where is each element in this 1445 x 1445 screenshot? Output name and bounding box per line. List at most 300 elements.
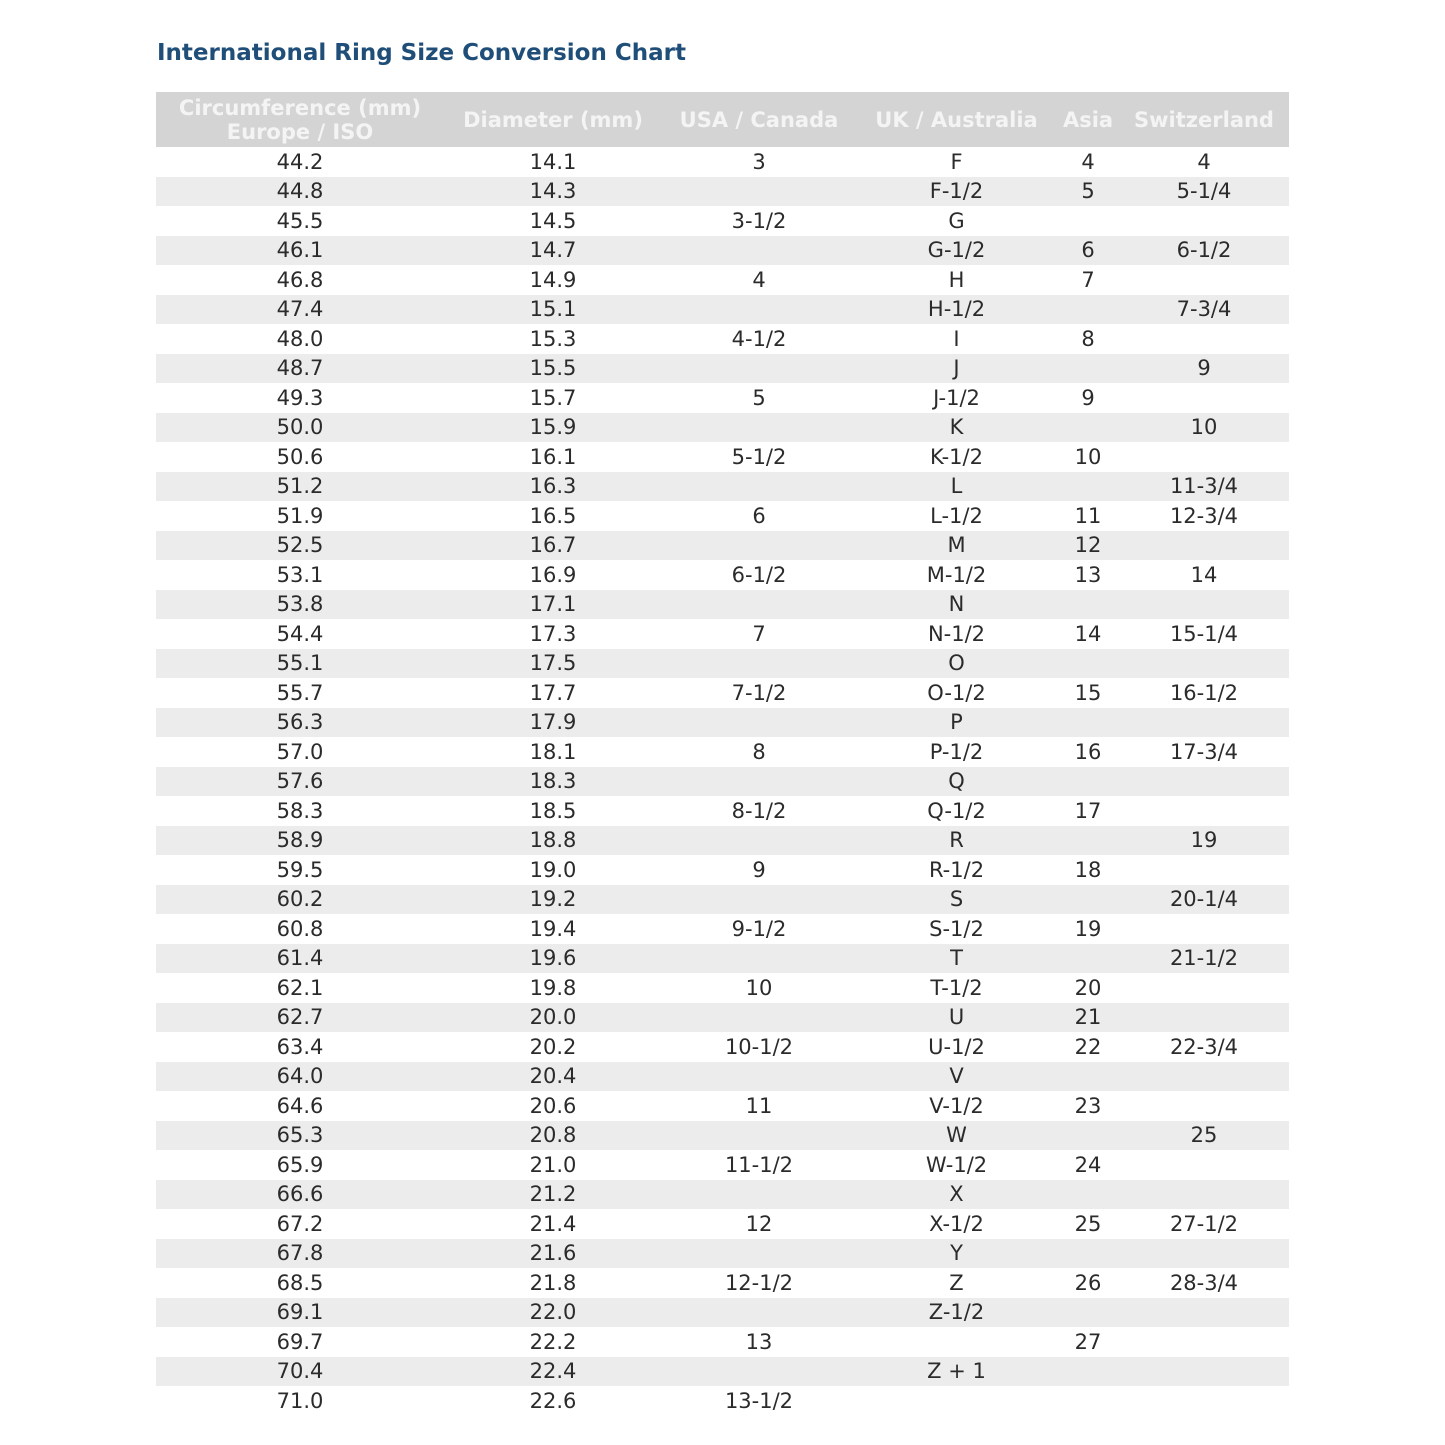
cell-switzerland xyxy=(1119,767,1289,797)
cell-switzerland: 17-3/4 xyxy=(1169,739,1239,764)
cell-switzerland xyxy=(1119,590,1289,620)
cell-switzerland xyxy=(1119,531,1289,561)
cell-diameter: 17.9 xyxy=(529,710,577,735)
cell-switzerland xyxy=(1119,1386,1289,1416)
cell-circumference: 62.7 xyxy=(276,1005,324,1030)
cell-diameter: 20.2 xyxy=(529,1034,577,1059)
cell-diameter: 16.5 xyxy=(529,503,577,528)
cell-uk: W xyxy=(946,1123,967,1148)
cell-circumference: 50.6 xyxy=(276,444,324,469)
table-row xyxy=(156,1386,1289,1416)
table-row xyxy=(156,531,1289,561)
table-row xyxy=(156,472,1289,502)
cell-uk: R-1/2 xyxy=(928,857,985,882)
cell-asia: 27 xyxy=(1074,1329,1102,1354)
cell-switzerland xyxy=(1119,1180,1289,1210)
cell-usa xyxy=(662,1003,856,1033)
cell-asia: 5 xyxy=(1081,179,1095,204)
cell-switzerland xyxy=(1119,1091,1289,1121)
cell-uk: M xyxy=(947,533,966,558)
cell-asia: 4 xyxy=(1081,149,1095,174)
cell-uk xyxy=(856,1386,1057,1416)
cell-usa xyxy=(662,177,856,207)
cell-asia: 7 xyxy=(1081,267,1095,292)
cell-asia: 9 xyxy=(1081,385,1095,410)
cell-uk: X xyxy=(949,1182,964,1207)
cell-usa xyxy=(662,767,856,797)
cell-diameter: 17.7 xyxy=(529,680,577,705)
cell-diameter: 17.5 xyxy=(529,651,577,676)
cell-circumference: 57.0 xyxy=(276,739,324,764)
cell-diameter: 18.8 xyxy=(529,828,577,853)
cell-uk: O xyxy=(948,651,965,676)
cell-usa: 3 xyxy=(752,149,766,174)
cell-uk: P-1/2 xyxy=(929,739,984,764)
cell-asia xyxy=(1057,1357,1119,1387)
cell-asia xyxy=(1057,206,1119,236)
cell-diameter: 22.4 xyxy=(529,1359,577,1384)
cell-circumference: 53.8 xyxy=(276,592,324,617)
cell-uk: S-1/2 xyxy=(929,916,984,941)
cell-usa: 5 xyxy=(752,385,766,410)
cell-circumference: 47.4 xyxy=(276,297,324,322)
cell-circumference: 60.2 xyxy=(276,887,324,912)
table-row xyxy=(156,206,1289,236)
cell-asia xyxy=(1057,590,1119,620)
cell-switzerland: 25 xyxy=(1190,1123,1218,1148)
cell-circumference: 44.2 xyxy=(276,149,324,174)
cell-usa xyxy=(662,236,856,266)
cell-switzerland: 16-1/2 xyxy=(1169,680,1239,705)
table-row xyxy=(156,1150,1289,1180)
cell-asia xyxy=(1057,413,1119,443)
cell-switzerland xyxy=(1119,1003,1289,1033)
cell-uk xyxy=(856,1327,1057,1357)
cell-usa: 9 xyxy=(752,857,766,882)
cell-usa xyxy=(662,590,856,620)
cell-diameter: 17.1 xyxy=(529,592,577,617)
cell-circumference: 55.1 xyxy=(276,651,324,676)
cell-usa: 3-1/2 xyxy=(731,208,787,233)
cell-diameter: 18.1 xyxy=(529,739,577,764)
cell-circumference: 68.5 xyxy=(276,1270,324,1295)
cell-circumference: 67.2 xyxy=(276,1211,324,1236)
cell-asia: 14 xyxy=(1074,621,1102,646)
cell-switzerland xyxy=(1119,649,1289,679)
cell-circumference: 54.4 xyxy=(276,621,324,646)
cell-diameter: 14.9 xyxy=(529,267,577,292)
cell-diameter: 19.0 xyxy=(529,857,577,882)
cell-uk: X-1/2 xyxy=(929,1211,984,1236)
cell-circumference: 67.8 xyxy=(276,1241,324,1266)
cell-diameter: 14.1 xyxy=(529,149,577,174)
cell-switzerland: 21-1/2 xyxy=(1169,946,1239,971)
cell-usa: 9-1/2 xyxy=(731,916,787,941)
cell-switzerland xyxy=(1119,973,1289,1003)
cell-circumference: 56.3 xyxy=(276,710,324,735)
cell-usa xyxy=(662,531,856,561)
cell-diameter: 16.3 xyxy=(529,474,577,499)
cell-uk: G-1/2 xyxy=(927,238,986,263)
table-row xyxy=(156,1091,1289,1121)
cell-usa: 11-1/2 xyxy=(724,1152,794,1177)
cell-circumference: 44.8 xyxy=(276,179,324,204)
cell-switzerland: 5-1/4 xyxy=(1176,179,1232,204)
cell-switzerland xyxy=(1119,442,1289,472)
cell-diameter: 19.4 xyxy=(529,916,577,941)
cell-asia xyxy=(1057,826,1119,856)
cell-diameter: 14.3 xyxy=(529,179,577,204)
cell-diameter: 16.7 xyxy=(529,533,577,558)
cell-diameter: 22.6 xyxy=(529,1388,577,1413)
table-row xyxy=(156,1180,1289,1210)
cell-circumference: 51.9 xyxy=(276,503,324,528)
cell-usa xyxy=(662,1121,856,1151)
cell-diameter: 21.0 xyxy=(529,1152,577,1177)
table-header xyxy=(156,92,1289,147)
table-body xyxy=(156,147,1289,1416)
cell-usa xyxy=(662,649,856,679)
cell-diameter: 15.5 xyxy=(529,356,577,381)
cell-usa xyxy=(662,708,856,738)
header-asia: Asia xyxy=(1062,107,1114,132)
cell-diameter: 15.3 xyxy=(529,326,577,351)
cell-circumference: 52.5 xyxy=(276,533,324,558)
cell-switzerland: 19 xyxy=(1190,828,1218,853)
cell-uk: J xyxy=(953,356,960,381)
table-row xyxy=(156,1121,1289,1151)
cell-uk: I xyxy=(953,326,960,351)
ring-size-table xyxy=(156,92,1289,1416)
table-row xyxy=(156,973,1289,1003)
table-row xyxy=(156,944,1289,974)
cell-uk: V xyxy=(949,1064,964,1089)
table-row xyxy=(156,501,1289,531)
cell-uk: S xyxy=(949,887,964,912)
cell-usa: 12-1/2 xyxy=(724,1270,794,1295)
cell-circumference: 45.5 xyxy=(276,208,324,233)
cell-usa: 6 xyxy=(752,503,766,528)
table-row xyxy=(156,1062,1289,1092)
header-row xyxy=(156,92,1289,147)
cell-circumference: 64.6 xyxy=(276,1093,324,1118)
cell-asia xyxy=(1057,885,1119,915)
cell-asia: 25 xyxy=(1074,1211,1102,1236)
header-circumference xyxy=(156,92,444,147)
table-row xyxy=(156,324,1289,354)
cell-uk: T-1/2 xyxy=(930,975,983,1000)
cell-asia xyxy=(1057,767,1119,797)
cell-diameter: 20.4 xyxy=(529,1064,577,1089)
cell-asia: 18 xyxy=(1074,857,1102,882)
cell-asia: 22 xyxy=(1074,1034,1102,1059)
cell-usa xyxy=(662,413,856,443)
cell-asia xyxy=(1057,1239,1119,1269)
cell-switzerland xyxy=(1119,708,1289,738)
cell-circumference: 57.6 xyxy=(276,769,324,794)
cell-uk: J-1/2 xyxy=(933,385,980,410)
table-row xyxy=(156,354,1289,384)
cell-circumference: 55.7 xyxy=(276,680,324,705)
cell-uk: F-1/2 xyxy=(929,179,984,204)
cell-uk: K-1/2 xyxy=(930,444,983,469)
cell-asia xyxy=(1057,1121,1119,1151)
cell-asia: 23 xyxy=(1074,1093,1102,1118)
header-uk: UK / Australia xyxy=(875,107,1038,132)
cell-switzerland: 10 xyxy=(1190,415,1218,440)
cell-diameter: 15.9 xyxy=(529,415,577,440)
cell-asia: 20 xyxy=(1074,975,1102,1000)
cell-diameter: 15.7 xyxy=(529,385,577,410)
cell-usa xyxy=(662,354,856,384)
table-row xyxy=(156,1357,1289,1387)
cell-switzerland xyxy=(1119,1239,1289,1269)
header-usa: USA / Canada xyxy=(679,107,839,132)
table-row xyxy=(156,885,1289,915)
cell-asia: 26 xyxy=(1074,1270,1102,1295)
cell-asia: 16 xyxy=(1074,739,1102,764)
cell-circumference: 66.6 xyxy=(276,1182,324,1207)
cell-uk: H xyxy=(948,267,965,292)
cell-diameter: 14.5 xyxy=(529,208,577,233)
table-row xyxy=(156,619,1289,649)
cell-asia: 15 xyxy=(1074,680,1102,705)
cell-circumference: 46.8 xyxy=(276,267,324,292)
cell-uk: G xyxy=(948,208,965,233)
table-row xyxy=(156,1327,1289,1357)
cell-uk: W-1/2 xyxy=(925,1152,988,1177)
cell-diameter: 18.3 xyxy=(529,769,577,794)
cell-switzerland xyxy=(1119,206,1289,236)
cell-usa xyxy=(662,944,856,974)
cell-usa xyxy=(662,826,856,856)
cell-diameter: 20.8 xyxy=(529,1123,577,1148)
cell-circumference: 49.3 xyxy=(276,385,324,410)
cell-uk: L-1/2 xyxy=(930,503,983,528)
cell-usa: 4-1/2 xyxy=(731,326,787,351)
cell-diameter: 20.0 xyxy=(529,1005,577,1030)
cell-circumference: 53.1 xyxy=(276,562,324,587)
cell-usa: 8 xyxy=(752,739,766,764)
cell-asia: 10 xyxy=(1074,444,1102,469)
cell-diameter: 15.1 xyxy=(529,297,577,322)
cell-switzerland xyxy=(1119,1357,1289,1387)
cell-usa: 13-1/2 xyxy=(724,1388,794,1413)
cell-usa xyxy=(662,1239,856,1269)
cell-switzerland: 11-3/4 xyxy=(1169,474,1239,499)
cell-diameter: 14.7 xyxy=(529,238,577,263)
cell-diameter: 19.8 xyxy=(529,975,577,1000)
table-row xyxy=(156,1298,1289,1328)
cell-circumference: 69.1 xyxy=(276,1300,324,1325)
cell-uk: R xyxy=(949,828,964,853)
table-row xyxy=(156,383,1289,413)
cell-circumference: 46.1 xyxy=(276,238,324,263)
cell-circumference: 70.4 xyxy=(276,1359,324,1384)
cell-diameter: 17.3 xyxy=(529,621,577,646)
cell-switzerland xyxy=(1119,1062,1289,1092)
cell-circumference: 58.3 xyxy=(276,798,324,823)
cell-usa xyxy=(662,1357,856,1387)
header-circumference-line1: Circumference (mm) xyxy=(178,95,422,120)
cell-asia: 13 xyxy=(1074,562,1102,587)
header-diameter: Diameter (mm) xyxy=(463,107,643,132)
table-row xyxy=(156,560,1289,590)
cell-diameter: 22.2 xyxy=(529,1329,577,1354)
table-row xyxy=(156,236,1289,266)
cell-circumference: 62.1 xyxy=(276,975,324,1000)
cell-usa xyxy=(662,295,856,325)
cell-diameter: 18.5 xyxy=(529,798,577,823)
cell-uk: L xyxy=(950,474,963,499)
cell-circumference: 61.4 xyxy=(276,946,324,971)
table-row xyxy=(156,413,1289,443)
cell-switzerland xyxy=(1119,796,1289,826)
cell-usa xyxy=(662,1298,856,1328)
cell-usa: 5-1/2 xyxy=(731,444,787,469)
cell-circumference: 64.0 xyxy=(276,1064,324,1089)
cell-uk: Z + 1 xyxy=(927,1359,986,1384)
cell-uk: T xyxy=(950,946,963,971)
cell-diameter: 21.8 xyxy=(529,1270,577,1295)
table-row xyxy=(156,265,1289,295)
cell-diameter: 16.1 xyxy=(529,444,577,469)
table-row xyxy=(156,147,1289,177)
cell-uk: F xyxy=(950,149,963,174)
cell-switzerland: 7-3/4 xyxy=(1176,297,1232,322)
cell-asia xyxy=(1057,295,1119,325)
cell-asia xyxy=(1057,1386,1119,1416)
cell-uk: Z xyxy=(949,1270,964,1295)
cell-usa xyxy=(662,1062,856,1092)
cell-uk: O-1/2 xyxy=(927,680,986,705)
cell-switzerland xyxy=(1119,1150,1289,1180)
cell-switzerland xyxy=(1119,855,1289,885)
cell-switzerland xyxy=(1119,914,1289,944)
table-row xyxy=(156,767,1289,797)
cell-circumference: 65.9 xyxy=(276,1152,324,1177)
cell-switzerland: 6-1/2 xyxy=(1176,238,1232,263)
cell-switzerland: 20-1/4 xyxy=(1169,887,1239,912)
cell-uk: K xyxy=(949,415,964,440)
cell-circumference: 65.3 xyxy=(276,1123,324,1148)
table-row xyxy=(156,914,1289,944)
table-row xyxy=(156,1003,1289,1033)
cell-switzerland: 27-1/2 xyxy=(1169,1211,1239,1236)
cell-usa: 11 xyxy=(745,1093,773,1118)
page-title: International Ring Size Conversion Chart xyxy=(157,40,686,66)
cell-asia xyxy=(1057,708,1119,738)
cell-switzerland xyxy=(1119,1298,1289,1328)
cell-switzerland: 28-3/4 xyxy=(1169,1270,1239,1295)
cell-switzerland xyxy=(1119,324,1289,354)
table-row xyxy=(156,1209,1289,1239)
cell-circumference: 51.2 xyxy=(276,474,324,499)
cell-diameter: 19.2 xyxy=(529,887,577,912)
table-row xyxy=(156,590,1289,620)
cell-diameter: 21.2 xyxy=(529,1182,577,1207)
cell-asia xyxy=(1057,649,1119,679)
cell-diameter: 22.0 xyxy=(529,1300,577,1325)
header-switzerland: Switzerland xyxy=(1134,107,1274,132)
cell-uk: U-1/2 xyxy=(928,1034,985,1059)
table-row xyxy=(156,649,1289,679)
cell-asia xyxy=(1057,1062,1119,1092)
table-row xyxy=(156,1268,1289,1298)
cell-usa: 4 xyxy=(752,267,766,292)
cell-uk: M-1/2 xyxy=(926,562,987,587)
cell-asia: 12 xyxy=(1074,533,1102,558)
cell-switzerland: 9 xyxy=(1197,356,1211,381)
cell-uk: Z-1/2 xyxy=(928,1300,985,1325)
cell-asia: 24 xyxy=(1074,1152,1102,1177)
cell-asia xyxy=(1057,354,1119,384)
cell-circumference: 71.0 xyxy=(276,1388,324,1413)
table-row xyxy=(156,1032,1289,1062)
cell-usa: 13 xyxy=(745,1329,773,1354)
cell-usa xyxy=(662,1180,856,1210)
table-row xyxy=(156,737,1289,767)
cell-diameter: 21.4 xyxy=(529,1211,577,1236)
cell-circumference: 48.0 xyxy=(276,326,324,351)
cell-circumference: 69.7 xyxy=(276,1329,324,1354)
header-circumference-line2: Europe / ISO xyxy=(226,119,374,144)
cell-switzerland: 22-3/4 xyxy=(1169,1034,1239,1059)
cell-diameter: 16.9 xyxy=(529,562,577,587)
cell-switzerland: 15-1/4 xyxy=(1169,621,1239,646)
cell-uk: H-1/2 xyxy=(927,297,986,322)
cell-circumference: 58.9 xyxy=(276,828,324,853)
cell-asia: 6 xyxy=(1081,238,1095,263)
cell-diameter: 19.6 xyxy=(529,946,577,971)
cell-switzerland xyxy=(1119,383,1289,413)
cell-uk: Y xyxy=(950,1241,963,1266)
cell-uk: N-1/2 xyxy=(927,621,986,646)
table-row xyxy=(156,295,1289,325)
table-row xyxy=(156,708,1289,738)
table-row xyxy=(156,442,1289,472)
cell-switzerland: 12-3/4 xyxy=(1169,503,1239,528)
cell-asia xyxy=(1057,1180,1119,1210)
cell-usa: 7 xyxy=(752,621,766,646)
cell-switzerland: 14 xyxy=(1190,562,1218,587)
cell-circumference: 50.0 xyxy=(276,415,324,440)
cell-asia xyxy=(1057,1298,1119,1328)
cell-switzerland xyxy=(1119,1327,1289,1357)
table-row xyxy=(156,826,1289,856)
cell-uk: V-1/2 xyxy=(929,1093,984,1118)
table-row xyxy=(156,855,1289,885)
cell-usa xyxy=(662,472,856,502)
cell-asia: 21 xyxy=(1074,1005,1102,1030)
cell-usa: 10-1/2 xyxy=(724,1034,794,1059)
cell-usa: 8-1/2 xyxy=(731,798,787,823)
cell-uk: U xyxy=(948,1005,965,1030)
cell-circumference: 48.7 xyxy=(276,356,324,381)
cell-asia: 11 xyxy=(1074,503,1102,528)
cell-diameter: 21.6 xyxy=(529,1241,577,1266)
cell-uk: Q xyxy=(948,769,965,794)
cell-asia: 17 xyxy=(1074,798,1102,823)
cell-asia: 8 xyxy=(1081,326,1095,351)
table-row xyxy=(156,1239,1289,1269)
cell-usa: 6-1/2 xyxy=(731,562,787,587)
cell-asia: 19 xyxy=(1074,916,1102,941)
table-row xyxy=(156,177,1289,207)
cell-diameter: 20.6 xyxy=(529,1093,577,1118)
cell-switzerland xyxy=(1119,265,1289,295)
cell-circumference: 60.8 xyxy=(276,916,324,941)
